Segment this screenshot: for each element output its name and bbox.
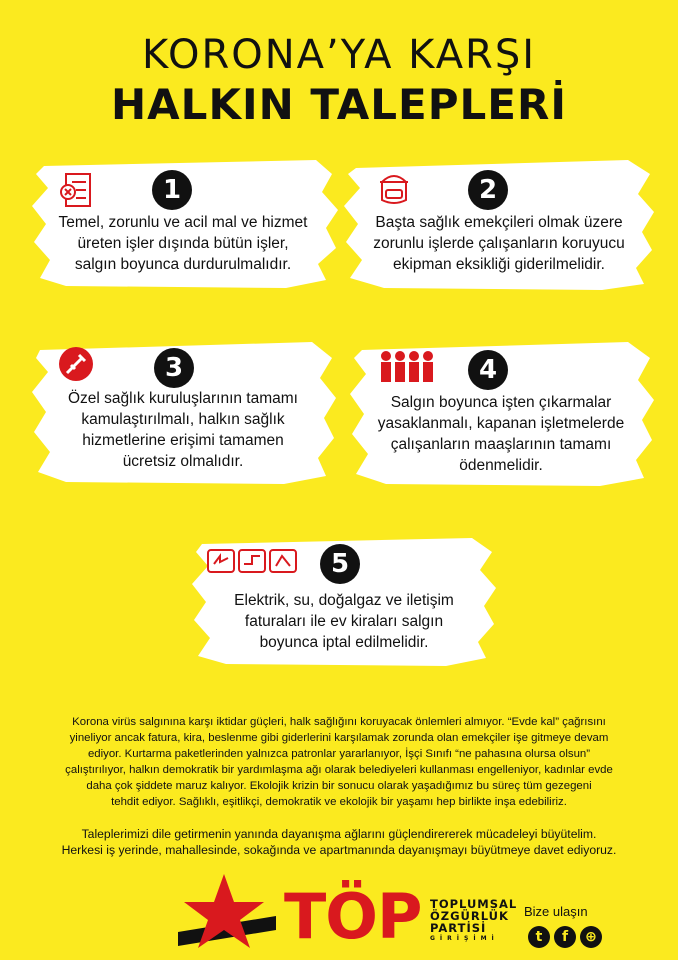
party-logo-text: TÖP (284, 880, 422, 953)
demand-text: Temel, zorunlu ve acil mal ve hizmet üreten işler dışında bütün işler, salgın boyunca durdurulmalıdır. (58, 214, 308, 273)
demand-number: 5 (320, 544, 360, 584)
demand-card-2 (340, 150, 658, 296)
demand-text: Salgın boyunca işten çıkarmalar yasaklanmalı, kapanan işletmelerde çalışanların maaşlarının tamamı ödenmelidir. (377, 394, 625, 474)
workers-icon (378, 348, 438, 393)
face-shield-icon (374, 168, 414, 213)
utilities-icon (206, 548, 298, 579)
demand-number: 4 (468, 350, 508, 390)
demand-text: Özel sağlık kuruluşlarının tamamı kamulaştırılmalı, halkın sağlık hizmetlerine erişimi tamamen ücretsiz olmalıdır. (67, 390, 298, 470)
demand-number: 3 (154, 348, 194, 388)
demand-text: Başta sağlık emekçileri olmak üzere zorunlu işlerde çalışanların koruyucu ekipman eksikliği giderilmelidir. (373, 214, 625, 273)
title-line-2: HALKIN TALEPLERİ (111, 80, 567, 129)
demand-card-5 (188, 530, 500, 672)
body-paragraph-1: Korona virüs salgınına karşı iktidar güçleri, halk sağlığını koruyacak önlemleri almıyor. “Evde kal” çağrısını yineliyor ancak fatura, kira, beslenme gibi giderlerini karşılamak zorunda olan emekçiler işe gitmeye devam ediyor. Kurtarma paketlerinden yalnızca patronlar yararlanıyor, İşçi Sınıfı “ne pahasına olursa olsun” çalıştırılıyor, halkın demokratik bir yardımlaşma ağı olarak belediyeleri kullanması engelleniyor, kadınlar evde daha çok şiddete maruz kalıyor. Ekolojik krizin bir sonucu olarak yaşadığımız bu süreç tüm gezegeni tehdit ediyor. Sağlıklı, eşitlikçi, demokratik ve ekolojik bir yaşamı hep birlikte inşa edebiliriz. (65, 716, 613, 808)
facebook-icon[interactable]: f (554, 926, 576, 948)
web-icon[interactable]: ⊕ (580, 926, 602, 948)
title-line-1: KORONA’YA KARŞI (141, 32, 537, 78)
demand-number: 1 (152, 170, 192, 210)
demand-card-1 (26, 152, 340, 294)
syringe-icon (56, 344, 96, 389)
demand-text: Elektrik, su, doğalgaz ve iletişim faturaları ile ev kiraları salgın boyunca iptal edilmelidir. (234, 592, 454, 651)
document-x-icon (58, 170, 98, 215)
contact-label: Bize ulaşın (524, 904, 588, 919)
star-logo-icon (168, 872, 286, 957)
twitter-icon[interactable]: t (528, 926, 550, 948)
demand-number: 2 (468, 170, 508, 210)
demand-card-3 (26, 334, 340, 490)
demand-card-4 (344, 332, 658, 492)
party-name: TOPLUMSAL ÖZGÜRLÜK PARTİSİ GİRİŞİMİ (430, 897, 518, 942)
body-paragraph-2: Taleplerimizi dile getirmenin yanında dayanışma ağlarını güçlendirererek mücadeleyi büyütelim. Herkesi iş yerinde, mahallesinde, sokağında ve apartmanında dayanışmayı büyütmeye davet ediyoruz. (61, 827, 617, 857)
